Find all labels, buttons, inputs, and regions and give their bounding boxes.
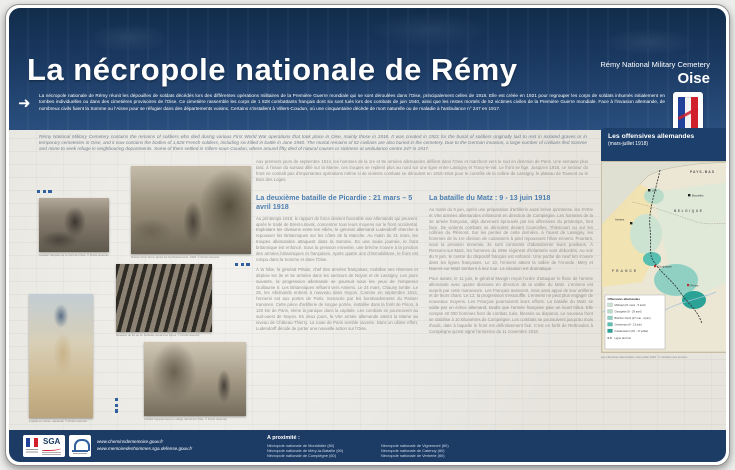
zone-blucher: [654, 264, 698, 296]
map-legend: [605, 295, 665, 349]
arrow-right-icon: ➜: [18, 95, 31, 112]
sidebar-header: [601, 128, 726, 161]
page-title: La nécropole nationale de Rémy: [27, 52, 518, 87]
legend-front-line: Ligne de front: [614, 337, 631, 341]
flag-band-red: [691, 97, 698, 129]
memorial-arch-logo: [69, 435, 91, 457]
offensives-map: [601, 161, 726, 353]
section-paragraph: Au printemps 1918, le rapport de force devient favorable aux Allemands qui peuvent, après le traité de Brest-Litovsk, concentrer tous leurs moyens sur le front occidental. Exploitant les divisions entre les Alliés, le général allemand Ludendorff cherche à repousser les Britanniques sur les côtes de la Manche. Au matin du 21 mars, les troupes allemandes attaquent dans la Somme. En une seule journée, le front britannique est enfoncé. Sous la pression ennemie, une brèche s'ouvre à la jonction des armées britanniques et françaises. Après quatre ans d'immobilisme, le front est rompu dans la Somme et dans l'Oise.: [256, 215, 418, 262]
section-paragraph: Au matin du 9 juin, après une préparation d'artillerie aussi brève qu'intense, les XVIIIe et VIIe armées allemandes s'élancent en direction de Compiègne. Les hommes de la 3e armée française, déjà durement éprouvés par les offensives du printemps, font face. De violents combats se déroulent devant Courcelles, Thiescourt ou sur les collines du Plémont. Sur les pentes de cette dernière, à l'ouest de Lassigny, les hommes de la 1re division de cuirassiers à pied repoussent l'élan ennemi. Pourtant, sous la pression ennemie, ils sont contraints d'abandonner leurs positions. À Ressons-sur-Matz, les hommes du 269e régiment d'infanterie sont débordés. Au soir du 9 juin, le centre du dispositif français est enfoncé. Une poche de neuf km s'ouvre dans les lignes françaises. Le 10, l'ennemi atteint la vallée de l'Aronde. Méry et Marest-sur-Matz tombent à leur tour. La situation est dramatique.: [429, 206, 593, 271]
decorative-dots: [37, 190, 52, 193]
label-belgique: BELGIQUE: [674, 209, 704, 213]
map-svg: [602, 162, 726, 352]
republique-francaise-sga-logo: [23, 435, 65, 457]
label-pays-bas: PAYS-BAS: [690, 170, 715, 174]
intro-paragraph-fr: La nécropole nationale de Rémy réunit les dépouilles de soldats décédés lors des différentes opérations militaires de la Première Guerre mondiale qui se sont déroulées dans l'Oise, principalement celles de 1918. Elle est créée en 1921 pour regrouper les corps de soldats inhumés initialement en tombes individuelles ou dans des cimetières provisoires de l'Oise. Ce cimetière rassemble les corps de 1 828 combattants français dont six sont tués lors des combats de juin 1940, ainsi que les restes mortels de 52 victimes civiles de la Première Guerre mondiale. Face à l'invasion allemande, de nombreux civils fuient la Somme ou l'Aisne pour se réfugier dans des départements voisins. Certains s'installent à Villers-Coudun, où une cinquantaine décède de mort naturelle ou de maladie à l'ambulance n° 247 en 1917.: [39, 93, 665, 111]
photo-horseman: [39, 198, 109, 252]
city-label: Bruxelles: [692, 193, 704, 198]
sga-red-swoosh: [42, 447, 61, 451]
lead-paragraph: Aux premiers jours de septembre 1914, les hommes de la 1re et 9e armées allemandes défilent dans l'Oise et marchent vers le sud en direction de Paris. Une semaine plus tard, à l'issue du sursaut allié sur la Marne, ces troupes se replient plus au nord sur une ligne entre Lassigny et Tracy-le-Val. Le front se fige. Jusqu'en 1918, ce secteur du front ne connaît pas d'importantes opérations même si de violents combats se déroulent en 1915-1916 pour le contrôle de la colline de Lassigny, le plateau de Touvent ou le Bois des Loges.: [256, 159, 588, 182]
city-label: Compiègne: [657, 264, 672, 269]
legend-item: Georgette (9 - 29 avril): [614, 310, 642, 314]
intro-paragraph-en: Rémy National Military Cemetery contains the remains of soldiers who died during various First World War operations that took place in Oise, mainly those in 1918. It was created in 1921 for the burial of soldiers originally laid to rest in isolated graves or in temporary cemeteries in Oise, and it now contains the bodies of 1,828 French soldiers, including six killed in battle in June 1940. The mortal remains of 52 civilians are also buried in the cemetery. Due to the German invasion, a large number of civilians fled Somme and Aisne to seek refuge in neighbouring departments. Some of them settled in Villers-sous-Coudun, where around fifty died of natural causes or sickness at ambulance centre 247 in 1917.: [39, 134, 587, 152]
url-memoire-des-hommes[interactable]: www.memoiredeshommes.sga.defense.gouv.fr: [97, 446, 193, 452]
sidebar-subtitle: (mars-juillet 1918): [608, 141, 649, 147]
photo-caption: L'église en ruines, aquarelle. © Droits réservés: [29, 419, 87, 423]
logo-smallprint: [26, 449, 38, 454]
photo-destroyed-village: [144, 342, 246, 416]
city-marker: [648, 189, 650, 191]
photo-barbed-wire: [116, 264, 212, 332]
legend-item: Michael (21 mars - 5 avril): [614, 304, 646, 308]
logo-smallprint: [73, 453, 87, 455]
section-paragraph: À la hâte, le général Pétain, chef des armées françaises, mobilise ses réserves et déploie les 3e et 5e armées dans les secteurs de Noyon et de Lassigny. Les jours suivants, la progression allemande se poursuit sous les yeux de l'empereur Guillaume II. Les Britanniques refluent vers Amiens. Le 24 mars, Chauny tombe. Le 25, les Allemands entrent à nouveau dans Noyon. Comme en septembre 1914, l'ennemi est aux portes de Paris, menacée par les bombardements du Pariser Kanonen. Cette pièce d'artillerie de longue portée, installée dans la forêt de Pinon, à 120 km de Paris, sème la panique dans la capitale. Les combats se poursuivent au sud-ouest de Noyon. En deux jours, la VIIe armée allemande atteint la Marne au niveau de Château-Thierry. La route de Paris semble ouverte. Dans un ultime effort, Ludendorff décide de porter une nouvelle action sur l'Oise.: [256, 266, 418, 331]
photo-caption: Réseaux de fils de fer barbelés devant les lignes. © Droits réservés: [116, 333, 200, 337]
legend-item: Friedensturm (15 - 17 juillet): [614, 330, 649, 334]
nearby-list-column-1: [267, 443, 343, 459]
section-paragraph: Pour autant, le 11 juin, le général Mangin reçoit l'ordre d'attaquer le flanc de l'armée allemande avec quatre divisions en direction de la vallée du Matz. L'ennemi est surpris par cette manœuvre. Les Français avancent, mais sans appui de leur artillerie et de leurs chars. Le 12, la progression s'essouffle. L'ennemi ne peut plus engager de nouveaux moyens. Les Français poursuivent leurs efforts. La bataille du Matz se solde par un échec allemand, tandis que l'armée française paie un lourd tribut. Elle compte 40 000 hommes hors de combat, tués, blessés ou disparus. Le nouveau front se stabilise à 10 kilomètres de Compiègne. Les combats se poursuivent jusqu'au mois d'août, date à laquelle le front est définitivement fixé. C'est en forêt de Rethondes à Compiègne qu'est signé l'armistice du 11 novembre 1918.: [429, 275, 593, 334]
city-label: Reims: [690, 283, 699, 288]
section-picardie: [256, 194, 418, 422]
nearby-item: Nécropole nationale de Méry-la-Bataille (60): [267, 448, 344, 454]
zone-friedensturm: [682, 291, 706, 309]
legend-title: Offensives allemandes: [607, 297, 641, 301]
nearby-item: Nécropole nationale de Vignemont (60): [381, 443, 449, 448]
nearby-item: Nécropole nationale de Verberie (60): [381, 453, 445, 459]
city-label: Amiens: [615, 217, 625, 222]
nearby-item: Nécropole nationale de Compiègne (60): [267, 453, 336, 459]
sga-logo: SGA: [43, 437, 61, 446]
photo-church-watercolour: [29, 294, 93, 418]
nearby-title: A proximité :: [267, 435, 300, 441]
label-france: FRANCE: [612, 269, 639, 273]
legend-item: Gneisenau (9 - 13 juin): [614, 323, 642, 327]
footer-bar: [9, 430, 726, 462]
sidebar-title: Les offensives allemandes: [608, 133, 695, 140]
section-heading: La deuxième bataille de Picardie : 21 mars – 5 avril 1918: [256, 194, 413, 211]
nearby-item: Nécropole nationale de Montdidier (80): [267, 443, 335, 448]
city-marker-red: [654, 265, 656, 267]
legend-item: Blücher-Yorck (27 mai - 4 juin): [614, 317, 651, 321]
photo-caption: Cavalier français sur le front de l'Oise. © Droits réservés: [39, 253, 109, 257]
decorative-dots: [115, 398, 118, 413]
nearby-item: Nécropole nationale de Catenoy (60): [381, 448, 445, 454]
zone-michael: [630, 214, 662, 254]
photo-caption: Soldats français dans un village détruit de l'Oise. © Droits réservés: [144, 417, 227, 421]
map-caption: Les offensives allemandes, mars-juillet 1918. © ministère des armées: [601, 355, 688, 359]
panel-body: [9, 8, 726, 462]
information-panel: [5, 4, 730, 466]
arch-base: [72, 450, 88, 452]
website-urls: [97, 438, 192, 452]
photo-caption: Ruines d'une ferme après les bombardements, 1918. © Droits réservés: [131, 255, 220, 259]
section-heading: La bataille du Matz : 9 - 13 juin 1918: [429, 194, 551, 202]
photo-ruined-farm: [131, 166, 251, 254]
header-band: [9, 8, 726, 130]
city-label: Lille: [652, 188, 657, 193]
url-chemins-de-memoire[interactable]: www.cheminsdememoire.gouv.fr: [97, 439, 164, 444]
english-subtitle: Rémy National Military Cemetery: [600, 60, 710, 69]
city-marker: [688, 194, 690, 196]
header-right-block: [600, 60, 710, 87]
tricolor-icon: [26, 438, 38, 447]
city-marker: [630, 222, 632, 224]
department-label: Oise: [677, 70, 710, 87]
nearby-list-column-2: [381, 443, 449, 459]
city-marker-red: [687, 284, 689, 286]
decorative-dots: [235, 263, 250, 266]
logo-smallprint: [42, 452, 61, 455]
section-matz: [429, 194, 593, 422]
